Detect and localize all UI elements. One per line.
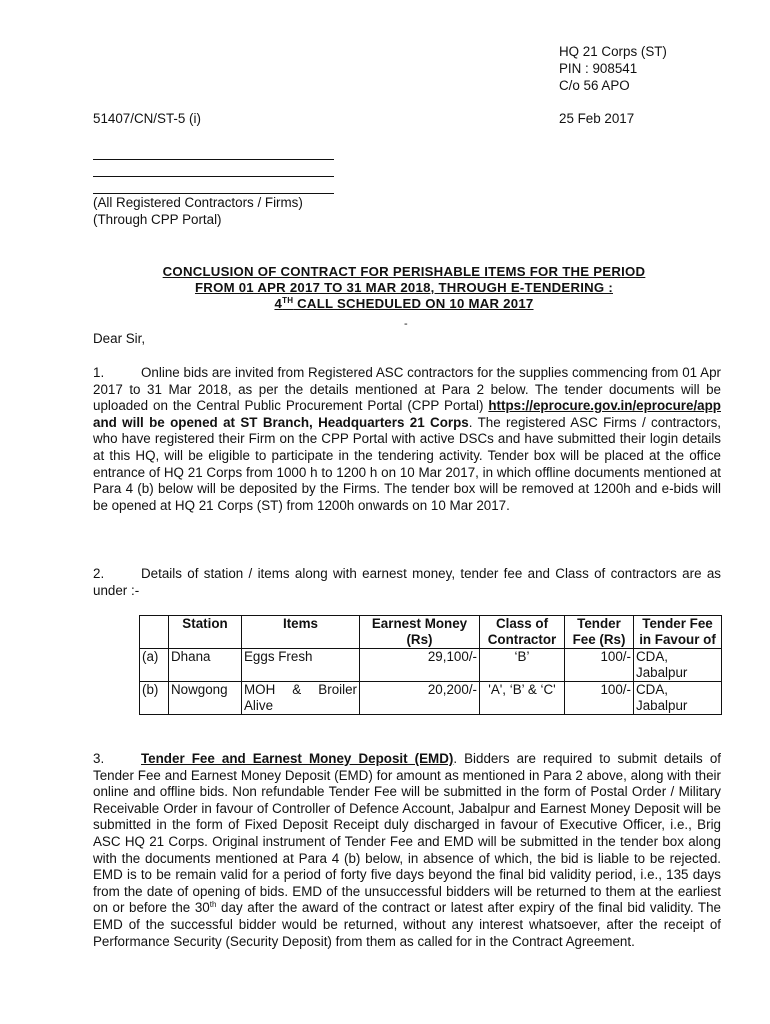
column-header: Items [242,616,360,649]
earnest-money-cell: 20,200/- [360,682,480,715]
paragraph-bold-text: and will be opened at ST Branch, Headquarters 21 Corps [93,414,469,430]
paragraph-text: day after the award of the contract or latest after expiry of the final bid validity. The EMD of the successful bidder would be returned, without any interest whatsoever, after the receipt of Performance Security (Security Deposit) from them as called for in the Contract Agreement. [93,900,721,949]
sender-address [559,43,667,94]
subject-line [93,296,715,312]
table-row [140,682,722,715]
ordinal-suffix: th [209,900,217,910]
table-row [140,649,722,682]
contractor-class-cell: ‘B’ [480,649,565,682]
column-header: Earnest Money (Rs) [360,616,480,649]
call-ordinal: TH [282,296,294,305]
station-cell: Nowgong [169,682,242,715]
blank-line [93,193,334,194]
paragraph-text: . The registered ASC Firms / contractors, who have registered their Firm on the CPP Portal with active DSCs and have submitted their login details at this HQ, will be eligible to participate in the tendering activity. Tender box will be placed at the office entrance of HQ 21 Corps from 1000 h to 1200 h on 10 Mar 2017, in which offline documents mentioned at Para 4 (b) below will be deposited by the Firms. The tender box will be removed at 1200h and e-bids will be opened at HQ 21 Corps (ST) from 1200h onwards on 10 Mar 2017. [93,414,722,513]
subject-line: CONCLUSION OF CONTRACT FOR PERISHABLE ITEMS FOR THE PERIOD [162,264,646,279]
paragraph-2 [93,566,721,599]
paragraph-number: 2. [93,566,105,581]
call-schedule: CALL SCHEDULED ON 10 MAR 2017 [293,296,534,311]
column-header: Class of Contractor [480,616,565,649]
paragraph-heading: Tender Fee and Earnest Money Deposit (EMD) [141,751,454,766]
paragraph-3 [93,751,721,950]
address-line: C/o 56 APO [559,78,630,93]
recipient [93,195,303,228]
table-header-row [140,616,722,649]
paragraph-text: Details of station / items along with earnest money, tender fee and Class of contractors are as under :- [93,566,721,598]
row-index: (a) [140,649,169,682]
letter-date: 25 Feb 2017 [559,111,635,126]
paragraph-text: Online bids are invited from Registered ASC contractors for the supplies commencing from 01 Apr 2017 to 31 Mar 2018, as per the details mentioned at Para 2 below. The tender documents will be uploaded on the Central Public Procurement Portal (CPP Portal) [93,365,721,414]
column-header: Tender Fee in Favour of [634,616,722,649]
contractor-class-cell: 'A', ‘B’ & ‘C' [480,682,565,715]
reference-number: 51407/CN/ST-5 (i) [93,111,201,126]
items-cell: MOH & Broiler Alive [242,682,360,715]
fee-favour-cell: CDA, Jabalpur [634,649,722,682]
station-cell: Dhana [169,649,242,682]
call-number: 4 [274,296,283,311]
row-index: (b) [140,682,169,715]
blank-line [93,159,334,160]
tender-fee-cell: 100/- [565,649,634,682]
eprocure-link[interactable]: https://eprocure.gov.in/eprocure/app [488,398,721,414]
blank-line [93,176,334,177]
items-cell: Eggs Fresh [242,649,360,682]
address-line: HQ 21 Corps (ST) [559,44,667,59]
paragraph-number: 3. [93,751,105,766]
column-header [140,616,169,649]
column-header: Station [169,616,242,649]
paragraph-1 [93,365,721,514]
column-header: Tender Fee (Rs) [565,616,634,649]
paragraph-number: 1. [93,365,105,380]
recipient-line: (All Registered Contractors / Firms) [93,195,303,210]
earnest-money-cell: 29,100/- [360,649,480,682]
subject-line: FROM 01 APR 2017 TO 31 MAR 2018, THROUGH E-TENDERING : [194,280,613,295]
salutation: Dear Sir, [93,331,146,346]
paragraph-text: . Bidders are required to submit details of Tender Fee and Earnest Money Deposit (EMD) for amount as mentioned in Para 2 above, along with their online and offline bids. Non refundable Tender Fee will be submitted in the form of Postal Order / Military Receivable Order in favour of Controller of Defence Account, Jabalpur and Earnest Money Deposit will be submitted in the form of Fixed Deposit Receipt duly discharged in favour of Executive Officer, i.e., Brig ASC HQ 21 Corps. Original instrument of Tender Fee and EMD will be submitted in the tender box along with the documents mentioned at Para 4 (b) below, in absence of which, the bid is liable to be rejected. EMD is to be remain valid for a period of forty five days beyond the final bid validity period, i.e., 135 days from the date of opening of bids. EMD of the unsuccessful bidders will be returned to them at the earliest on or before the 30 [93,751,721,916]
items-table [139,615,722,715]
dash-mark: - [404,318,408,330]
tender-fee-cell: 100/- [565,682,634,715]
address-line: PIN : 908541 [559,61,638,76]
fee-favour-cell: CDA, Jabalpur [634,682,722,715]
recipient-line: (Through CPP Portal) [93,211,222,227]
subject-heading [93,264,715,312]
